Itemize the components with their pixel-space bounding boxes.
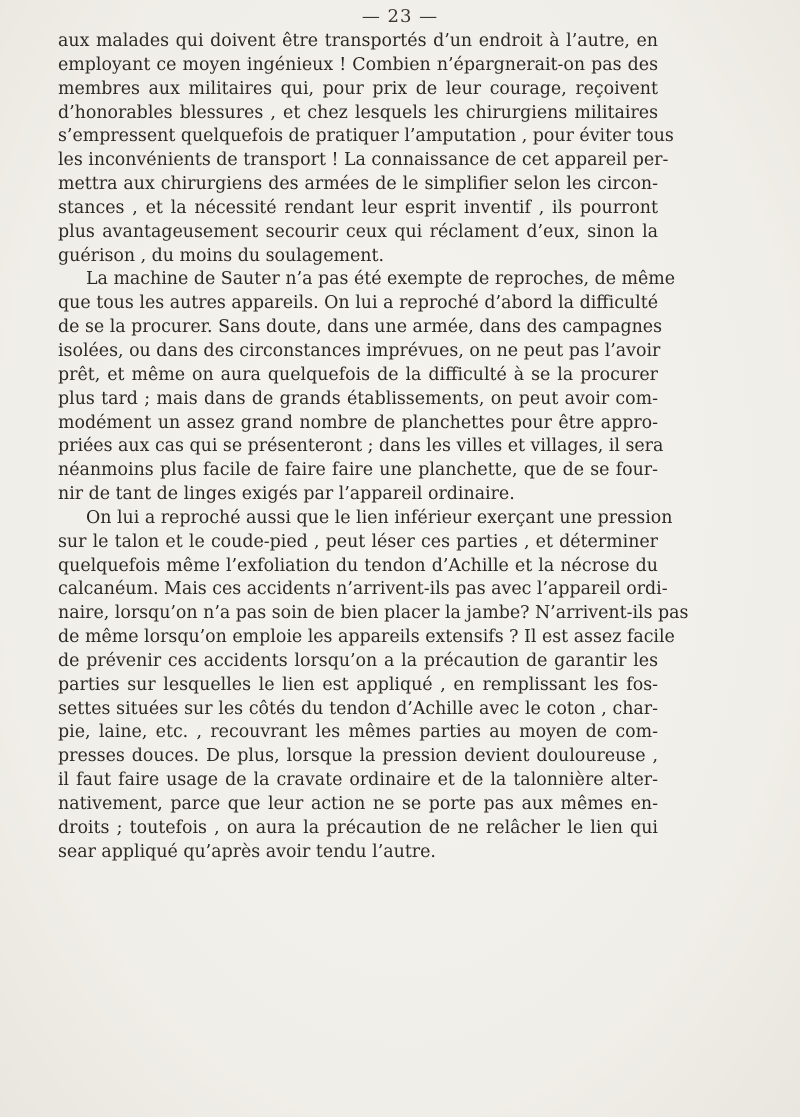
text-line: parties sur lesquelles le lien est appliqué , en remplissant les fos- [58,674,658,695]
text-line: quelquefois même l’exfoliation du tendon d’Achille et la nécrose du [58,555,658,576]
text-line: que tous les autres appareils. On lui a reproché d’abord la difficulté [58,293,658,314]
text-line: les inconvénients de transport ! La connaissance de cet appareil per- [58,150,669,171]
text-line: nativement, parce que leur action ne se porte pas aux mêmes en- [58,794,658,814]
text-line: membres aux militaires qui, pour prix de leur courage, reçoivent [58,78,658,99]
body-text [58,30,689,865]
text-line: d’honorables blessures , et chez lesquels les chirurgiens militaires [58,102,658,123]
text-line: mettra aux chirurgiens des armées de le simplifier selon les circon- [58,174,658,195]
text-line: settes situées sur les côtés du tendon d’Achille avec le coton , char- [58,698,658,719]
text-line: sur le talon et le coude-pied , peut léser ces parties , et déterminer [58,531,658,552]
page-number: — 23 — [361,6,439,27]
text-line: néanmoins plus facile de faire faire une planchette, que de se four- [58,460,658,481]
text-line: isolées, ou dans des circonstances imprévues, on ne peut pas l’avoir [58,340,661,361]
text-line: il faut faire usage de la cravate ordinaire et de la talonnière alter- [58,770,658,791]
text-line: priées aux cas qui se présenteront ; dans les villes et villages, il sera [58,436,664,457]
text-line: naire, lorsqu’on n’a pas soin de bien placer la jambe? N’arrivent-ils pas [58,603,689,624]
paragraph-2 [58,268,676,506]
text-line: La machine de Sauter n’a pas été exempte de reproches, de même [86,269,676,290]
text-line: de se la procurer. Sans doute, dans une armée, dans des campagnes [58,317,663,338]
text-line: pie, laine, etc. , recouvrant les mêmes parties au moyen de com- [58,722,658,743]
text-line: s’empressent quelquefois de pratiquer l’amputation , pour éviter tous [58,126,674,147]
text-line: sear appliqué qu’après avoir tendu l’autre. [58,841,436,862]
text-line: guérison , du moins du soulagement. [58,245,385,266]
text-line: de même lorsqu’on emploie les appareils extensifs ? Il est assez facile [58,627,675,648]
text-line: calcanéum. Mais ces accidents n’arrivent-ils pas avec l’appareil ordi- [58,579,668,600]
text-line: modément un assez grand nombre de planchettes pour être appro- [58,412,658,433]
text-line: droits ; toutefois , on aura la précaution de ne relâcher le lien qui [58,817,658,838]
text-line: nir de tant de linges exigés par l’appareil ordinaire. [58,484,515,505]
text-line: plus avantageusement secourir ceux qui réclament d’eux, sinon la [58,221,658,242]
text-line: employant ce moyen ingénieux ! Combien n’épargnerait-on pas des [58,54,658,75]
text-line: de prévenir ces accidents lorsqu’on a la précaution de garantir les [58,650,658,671]
text-line: presses douces. De plus, lorsque la pression devient douloureuse , [58,746,658,767]
text-line: plus tard ; mais dans de grands établissements, on peut avoir com- [58,388,658,409]
paragraph-3 [58,507,689,865]
text-line: On lui a reproché aussi que le lien inférieur exerçant une pression [86,507,673,528]
text-line: stances , et la nécessité rendant leur esprit inventif , ils pourront [58,197,658,218]
paragraph-1 [58,30,674,268]
text-line: aux malades qui doivent être transportés d’un endroit à l’autre, en [58,31,658,51]
text-line: prêt, et même on aura quelquefois de la difficulté à se la procurer [58,364,658,385]
